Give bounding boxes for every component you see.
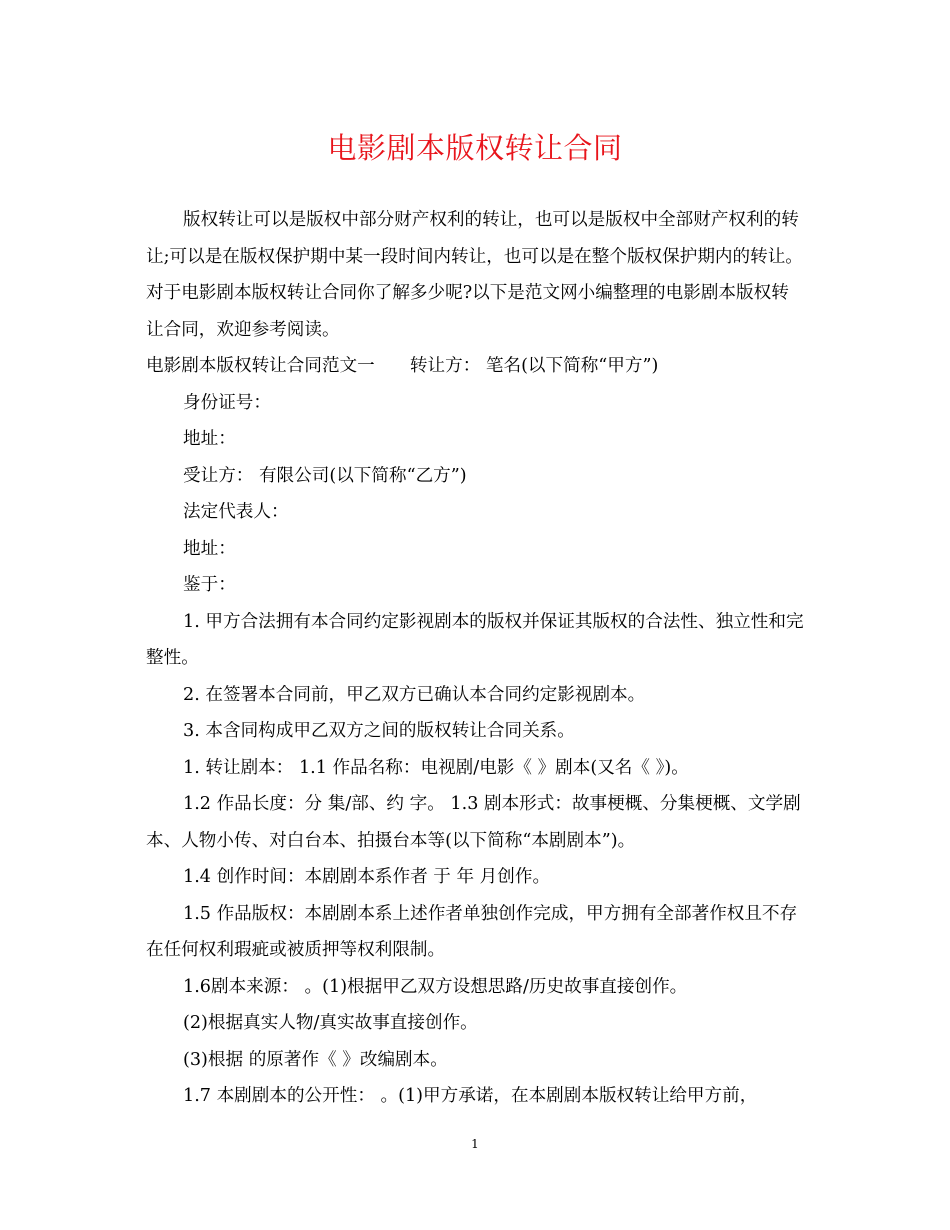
paragraph: 身份证号：	[183, 392, 271, 413]
paragraph: (2)根据真实人物/真实故事直接创作。	[183, 1013, 478, 1033]
paragraph: 受让方： 有限公司(以下简称“乙方”)	[183, 465, 467, 486]
paragraph: 1. 甲方合法拥有本合同约定影视剧本的版权并保证其版权的合法性、独立性和完整性。	[146, 611, 804, 668]
paragraph: 法定代表人：	[183, 502, 289, 522]
paragraph: 电影剧本版权转让合同范文一 转让方： 笔名(以下简称“甲方”)	[146, 356, 659, 376]
paragraph: 版权转让可以是版权中部分财产权利的转让，也可以是版权中全部财产权利的转让;可以是在版权保护期中某一段时间内转让，也可以是在整个版权保护期内的转让。对于电影剧本版权转让合同你了解多少呢?以下是范文网小编整理的电影剧本版权转让合同，欢迎参考阅读。	[146, 210, 803, 340]
paragraph: (3)根据 的原著作《 》改编剧本。	[183, 1049, 448, 1070]
paragraph: 1.2 作品长度：分 集/部、约 字。 1.3 剧本形式：故事梗概、分集梗概、文学剧本、人物小传、对白台本、拍摄台本等(以下简称“本剧剧本”)。	[146, 794, 801, 851]
paragraph: 地址：	[183, 429, 236, 449]
paragraph: 1.6剧本来源： 。(1)根据甲乙双方设想思路/历史故事直接创作。	[183, 976, 688, 997]
paragraph: 2. 在签署本合同前，甲乙双方已确认本合同约定影视剧本。	[183, 684, 646, 705]
paragraph: 1.7 本剧剧本的公开性： 。(1)甲方承诺，在本剧剧本版权转让给甲方前，	[183, 1086, 758, 1106]
paragraph: 3. 本含同构成甲乙双方之间的版权转让合同关系。	[183, 721, 575, 741]
document-body	[146, 202, 806, 1115]
document-title: 电影剧本版权转让合同	[327, 131, 623, 165]
page-number: 1	[471, 1137, 479, 1151]
paragraph: 地址：	[183, 538, 236, 559]
paragraph: 1.5 作品版权：本剧剧本系上述作者单独创作完成，甲方拥有全部著作权且不存在任何权利瑕疵或被质押等权利限制。	[146, 903, 798, 960]
paragraph: 1.4 创作时间：本剧剧本系作者 于 年 月创作。	[183, 867, 551, 887]
paragraph: 1. 转让剧本： 1.1 作品名称：电视剧/电影《 》剧本(又名《 》)。	[183, 757, 689, 778]
paragraph: 鉴于：	[183, 575, 236, 595]
